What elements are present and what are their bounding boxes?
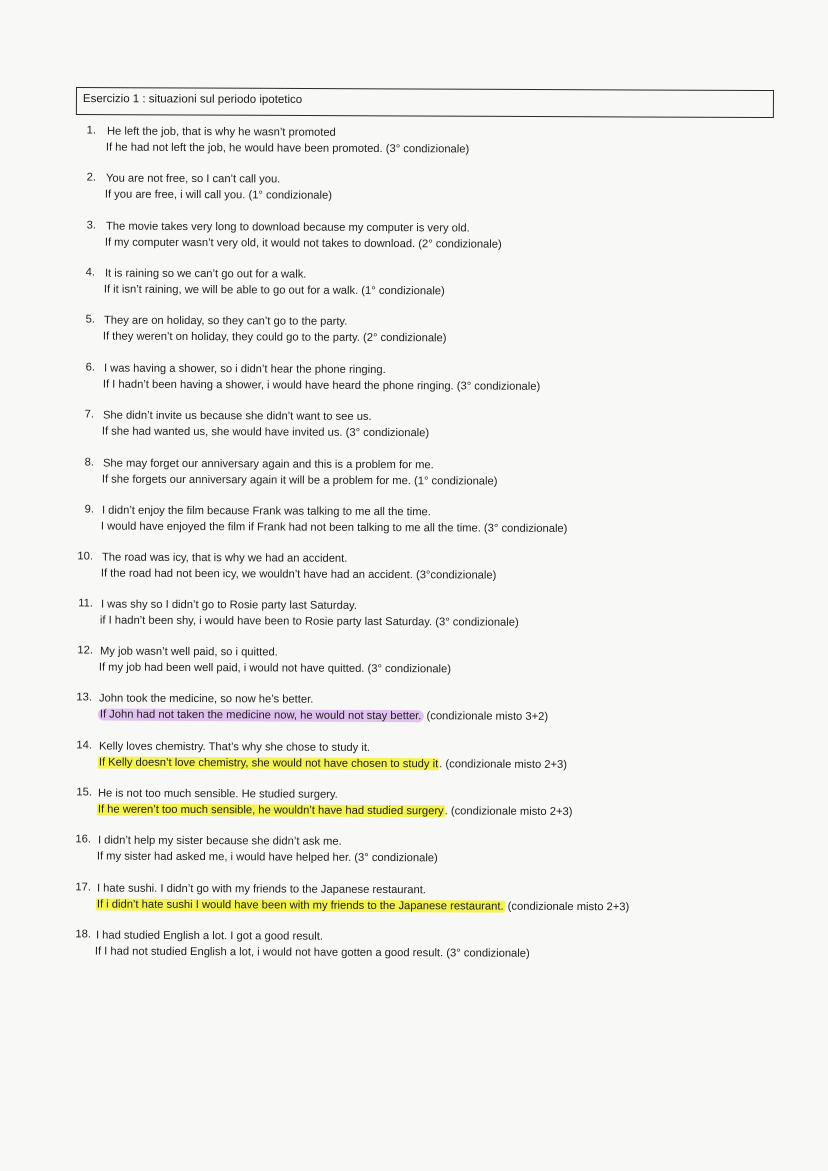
item-conditional: If I hadn’t been having a shower, i would have heard the phone ringing. (3° condizionale) <box>102 378 541 393</box>
item-conditional: If you are free, i will call you. (1° condizionale) <box>104 188 333 202</box>
item-situation: You are not free, so I can’t call you. <box>105 172 281 186</box>
item-conditional: If I had not studied English a lot, i would not have gotten a good result. (3° condizionale) <box>94 945 530 960</box>
conditional-type: (condizionale misto 2+3) <box>504 900 630 914</box>
item-situation: I had studied English a lot. I got a good result. <box>95 929 324 943</box>
item-situation: My job wasn’t well paid, so i quitted. <box>99 645 278 659</box>
item-situation: The movie takes very long to download because my computer is very old. <box>105 220 470 235</box>
item-conditional: If the road had not been icy, we wouldn’t have had an accident. (3°condizionale) <box>100 567 497 582</box>
item-situation: She didn’t invite us because she didn’t want to see us. <box>102 409 372 423</box>
item-number: 10. <box>77 550 93 563</box>
item-conditional: If my sister had asked me, i would have helped her. (3° condizionale) <box>96 850 438 865</box>
exercise-item <box>0 219 828 251</box>
exercise-item <box>0 786 828 818</box>
item-conditional: If he had not left the job, he would have been promoted. (3° condizionale) <box>105 141 470 156</box>
item-conditional: If my computer wasn’t very old, it would not takes to download. (2° condizionale) <box>104 236 502 251</box>
item-number: 13. <box>76 691 92 704</box>
exercise-item <box>0 597 828 629</box>
exercise-item <box>0 503 828 535</box>
item-number: 16. <box>75 833 91 846</box>
item-conditional <box>96 898 629 915</box>
conditional-type: . (condizionale misto 2+3) <box>439 758 568 771</box>
item-situation: I didn’t help my sister because she didn’t ask me. <box>97 834 342 848</box>
item-conditional: if I hadn’t been shy, i would have been to Rosie party last Saturday. (3° condizionale) <box>99 614 519 629</box>
exercise-item <box>0 550 828 582</box>
item-number: 17. <box>75 881 91 894</box>
item-number: 8. <box>84 456 94 469</box>
exercise-item <box>0 833 828 865</box>
item-number: 12. <box>77 644 93 657</box>
item-situation: I was having a shower, so i didn’t hear the phone ringing. <box>103 362 386 377</box>
exercise-item <box>0 124 828 156</box>
item-situation: The road was icy, that is why we had an accident. <box>101 551 348 565</box>
item-conditional: If she forgets our anniversary again it will be a problem for me. (1° condizionale) <box>101 473 498 488</box>
item-situation: He is not too much sensible. He studied surgery. <box>97 787 338 801</box>
item-number: 4. <box>85 266 95 279</box>
exercise-item <box>0 456 828 488</box>
exercise-item <box>0 361 828 393</box>
item-number: 5. <box>85 313 95 326</box>
item-conditional <box>97 803 573 819</box>
exercise-item <box>0 928 828 960</box>
exercise-item <box>0 313 828 345</box>
exercise-item <box>0 266 828 298</box>
item-number: 9. <box>84 503 94 516</box>
item-situation: They are on holiday, so they can’t go to the party. <box>103 314 348 328</box>
item-number: 18. <box>75 928 91 941</box>
item-conditional <box>98 756 567 772</box>
item-situation: I hate sushi. I didn’t go with my friends to the Japanese restaurant. <box>96 882 426 897</box>
highlighted-answer: If John had not taken the medicine now, he would not stay better. <box>99 708 422 723</box>
item-conditional: If she had wanted us, she would have invited us. (3° condizionale) <box>101 425 430 440</box>
exercise-item <box>0 171 828 202</box>
item-number: 1. <box>86 124 96 137</box>
conditional-type: (condizionale misto 3+2) <box>423 710 549 723</box>
item-situation: She may forget our anniversary again and this is a problem for me. <box>102 457 434 472</box>
item-situation: I didn’t enjoy the film because Frank was talking to me all the time. <box>101 504 431 519</box>
item-situation: He left the job, that is why he wasn’t promoted <box>106 125 336 139</box>
exercise-item <box>0 644 828 676</box>
item-number: 11. <box>78 597 93 610</box>
exercise-item <box>0 408 828 440</box>
exercise-item <box>0 691 828 723</box>
highlighted-answer: If Kelly doesn’t love chemistry, she would not have chosen to study it <box>98 756 439 771</box>
item-number: 3. <box>86 219 96 232</box>
exercise-item <box>0 881 828 914</box>
item-situation: It is raining so we can’t go out for a walk. <box>104 267 307 281</box>
item-conditional: If it isn’t raining, we will be able to go out for a walk. (1° condizionale) <box>103 283 445 298</box>
exercise-title: Esercizio 1 : situazioni sul periodo ipotetico <box>82 93 303 106</box>
item-number: 2. <box>86 171 96 184</box>
item-situation: John took the medicine, so now he’s better. <box>98 692 314 706</box>
item-number: 15. <box>76 786 92 799</box>
item-number: 14. <box>76 739 92 752</box>
conditional-type: . (condizionale misto 2+3) <box>444 805 573 818</box>
item-number: 7. <box>84 408 94 421</box>
item-number: 6. <box>85 361 95 374</box>
item-conditional: If they weren’t on holiday, they could go to the party. (2° condizionale) <box>102 330 447 345</box>
exercise-item <box>0 739 828 771</box>
item-conditional <box>98 708 548 724</box>
item-conditional: I would have enjoyed the film if Frank had not been talking to me all the time. (3° condizionale) <box>100 520 568 535</box>
item-situation: I was shy so I didn’t go to Rosie party last Saturday. <box>100 598 357 612</box>
item-conditional: If my job had been well paid, i would not have quitted. (3° condizionale) <box>98 661 452 676</box>
highlighted-answer: If i didn’t hate sushi I would have been with my friends to the Japanese restaurant. <box>96 898 504 913</box>
highlighted-answer: If he weren’t too much sensible, he wouldn’t have had studied surgery <box>97 803 444 818</box>
item-situation: Kelly loves chemistry. That’s why she chose to study it. <box>98 740 371 754</box>
exercise-title-box <box>76 87 774 118</box>
